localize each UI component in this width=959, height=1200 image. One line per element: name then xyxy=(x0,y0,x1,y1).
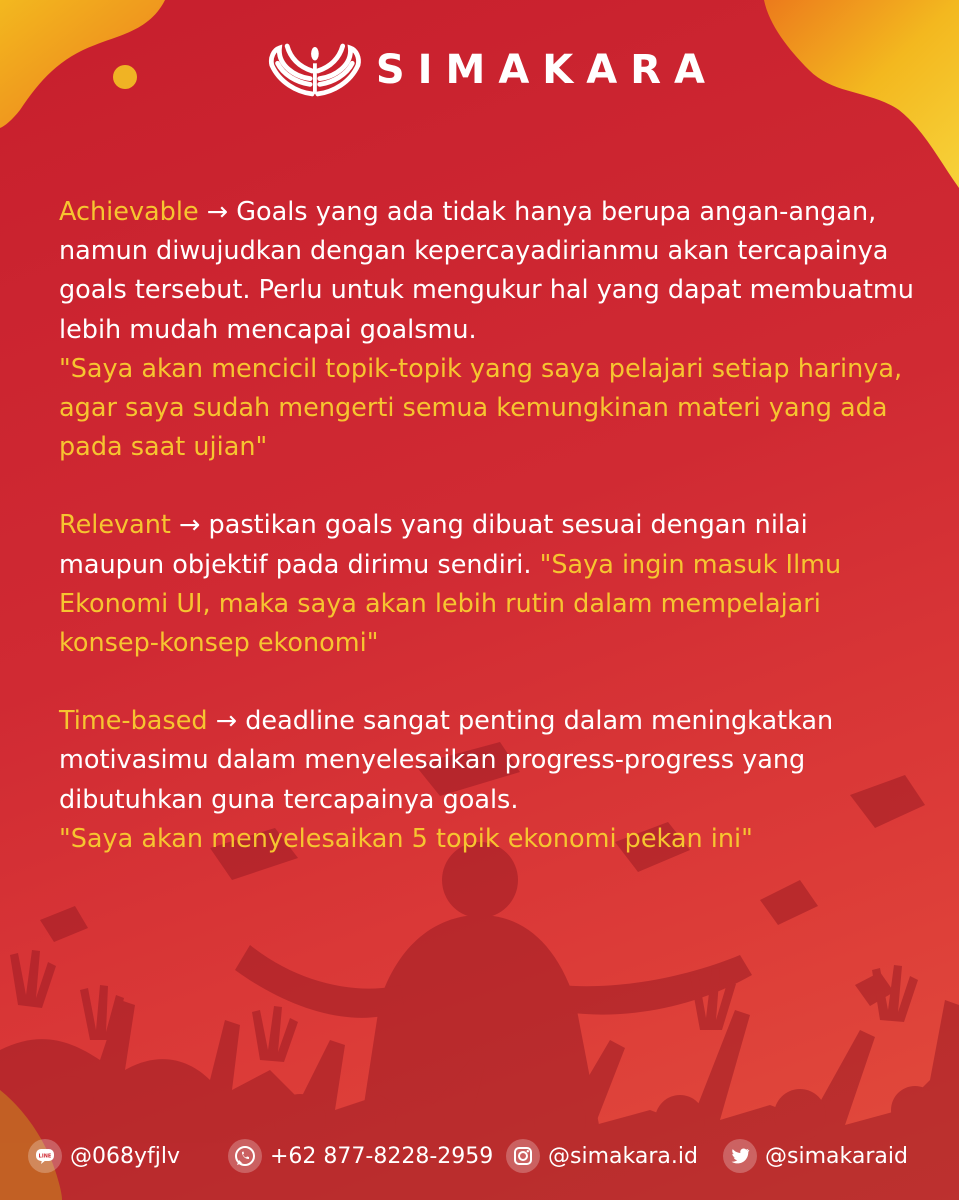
smart-goals-content xyxy=(59,193,919,859)
relevant-term: Relevant xyxy=(59,510,171,541)
relevant-text: pastikan goals yang dibuat sesuai dengan nilai maupun objektif pada dirimu sendiri. xyxy=(59,510,808,580)
time-based-paragraph xyxy=(59,702,919,820)
instagram-handle: @simakara.id xyxy=(548,1143,698,1169)
achievable-paragraph xyxy=(59,193,919,350)
line-icon xyxy=(28,1139,62,1173)
simakara-logo[interactable] xyxy=(268,30,718,110)
instagram-contact[interactable] xyxy=(506,1136,698,1176)
arrow-icon: → xyxy=(179,510,201,541)
twitter-icon xyxy=(723,1139,757,1173)
spacer xyxy=(59,467,919,506)
relevant-example: "Saya ingin masuk Ilmu Ekonomi UI, maka saya akan lebih rutin dalam mempelajari konsep-konsep ekonomi" xyxy=(59,549,842,659)
svg-text:LINE: LINE xyxy=(38,1153,52,1160)
brand-name: SIMAKARA xyxy=(375,47,718,93)
time-based-term: Time-based xyxy=(59,706,208,737)
achievable-example: "Saya akan mencicil topik-topik yang saya pelajari setiap harinya, agar saya sudah mengerti semua kemungkinan materi yang ada pada saat ujian" xyxy=(59,353,903,463)
achievable-term: Achievable xyxy=(59,197,199,227)
arrow-icon: → xyxy=(215,706,238,737)
achievable-text: Goals yang ada tidak hanya berupa angan-angan, namun diwujudkan dengan kepercayadirianmu akan tercapainya goals tersebut. Perlu untuk mengukur hal yang dapat membuatmu lebih mudah mencapai goalsmu. xyxy=(59,197,914,345)
instagram-icon xyxy=(506,1139,540,1173)
time-based-text: deadline sangat penting dalam meningkatkan motivasimu dalam menyelesaikan progress-progress yang dibutuhkan guna tercapainya goals. xyxy=(59,706,834,815)
spacer xyxy=(59,663,919,702)
twitter-handle: @simakaraid xyxy=(765,1143,908,1169)
whatsapp-number: +62 877-8228-2959 xyxy=(270,1143,494,1169)
phoenix-wings-icon xyxy=(268,35,362,105)
line-contact[interactable] xyxy=(28,1136,180,1176)
whatsapp-contact[interactable] xyxy=(228,1136,493,1176)
twitter-contact[interactable] xyxy=(723,1136,908,1176)
relevant-paragraph xyxy=(59,506,919,663)
arrow-icon: → xyxy=(206,197,229,227)
line-handle: @068yfjlv xyxy=(70,1143,180,1169)
whatsapp-icon xyxy=(228,1139,262,1173)
social-footer xyxy=(0,1130,959,1180)
time-based-example: "Saya akan menyelesaikan 5 topik ekonomi pekan ini" xyxy=(59,823,753,854)
